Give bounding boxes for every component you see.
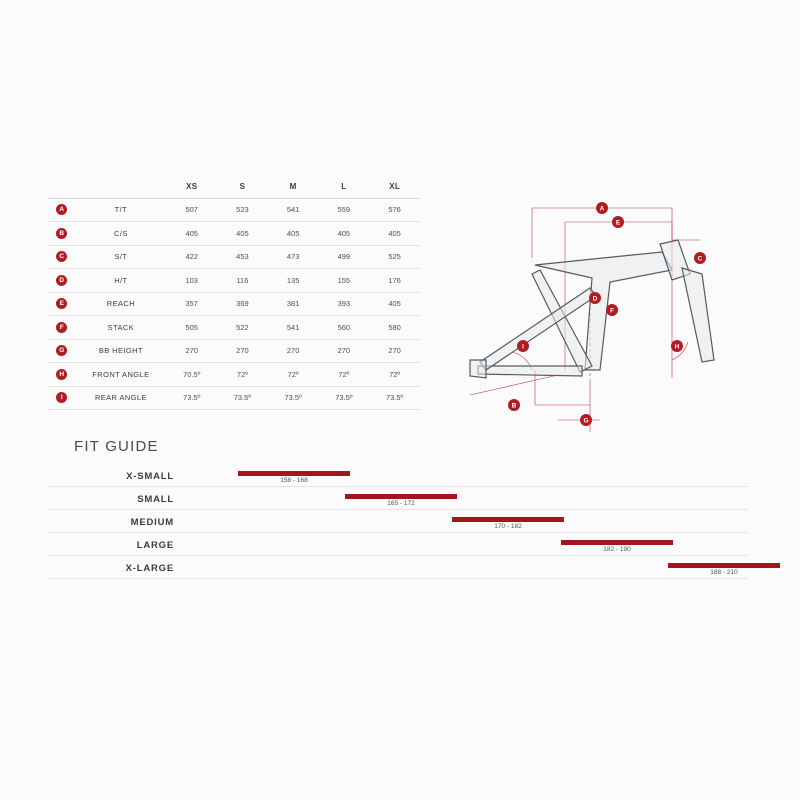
badge-g: G: [56, 345, 67, 356]
fit-bar-small: [345, 494, 457, 499]
table-row: [48, 316, 420, 340]
cell-ht-s: 116: [217, 269, 268, 293]
cell-front-angle-l: 72º: [319, 363, 370, 387]
table-row: [48, 363, 420, 387]
fit-range-x-small: 158 - 168: [280, 477, 308, 484]
cell-cs-m: 405: [268, 222, 319, 246]
cell-bb-xl: 270: [369, 339, 420, 363]
cell-ht-m: 135: [268, 269, 319, 293]
cell-front-angle-xl: 72º: [369, 363, 420, 387]
callout-badges: [508, 202, 706, 426]
rear-dropout: [470, 360, 486, 378]
header-label-blank: [75, 175, 166, 198]
fit-bar-medium: [452, 517, 564, 522]
badge-a: A: [56, 204, 67, 215]
table-row: [48, 386, 420, 410]
callout-b-label: B: [511, 402, 517, 410]
row-badge-cell: [48, 339, 75, 363]
cell-ht-xl: 176: [369, 269, 420, 293]
row-label-front-angle: FRONT ANGLE: [75, 363, 166, 387]
row-badge-cell: [48, 316, 75, 340]
row-badge-cell: [48, 198, 75, 222]
row-badge-cell: [48, 363, 75, 387]
cell-ht-l: 155: [319, 269, 370, 293]
fit-row-x-small: [48, 463, 748, 487]
badge-e: E: [56, 298, 67, 309]
cell-cs-s: 405: [217, 222, 268, 246]
fit-range-x-large: 188 - 210: [710, 569, 738, 576]
frame-outline: [470, 240, 714, 378]
fit-range-medium: 170 - 182: [494, 523, 522, 530]
header-size-l: L: [319, 175, 370, 198]
cell-st-l: 499: [319, 245, 370, 269]
cell-stack-xs: 505: [166, 316, 217, 340]
row-label-reach: REACH: [75, 292, 166, 316]
cell-front-angle-s: 72º: [217, 363, 268, 387]
callout-f-label: F: [610, 307, 614, 315]
cell-stack-l: 560: [319, 316, 370, 340]
fit-bar-x-small: [238, 471, 350, 476]
cell-st-xl: 525: [369, 245, 420, 269]
cell-bb-m: 270: [268, 339, 319, 363]
cell-reach-xs: 357: [166, 292, 217, 316]
fit-range-small: 165 - 172: [387, 500, 415, 507]
fit-label-small: SMALL: [137, 494, 174, 505]
fit-label-medium: MEDIUM: [130, 517, 174, 528]
cell-cs-l: 405: [319, 222, 370, 246]
cell-reach-xl: 405: [369, 292, 420, 316]
fork: [682, 268, 714, 362]
header-size-xl: XL: [369, 175, 420, 198]
row-label-st: S/T: [75, 245, 166, 269]
cell-ht-xs: 103: [166, 269, 217, 293]
frame-geometry-svg: [440, 170, 770, 450]
row-label-rear-angle: REAR ANGLE: [75, 386, 166, 410]
cell-st-xs: 422: [166, 245, 217, 269]
cell-bb-xs: 270: [166, 339, 217, 363]
row-label-bb-height: BB HEIGHT: [75, 339, 166, 363]
header-size-xs: XS: [166, 175, 217, 198]
geometry-table-container: [48, 175, 420, 410]
measurement-lines: [470, 205, 700, 432]
geometry-table: [48, 175, 420, 410]
callout-c-label: C: [697, 255, 703, 263]
row-label-cs: C/S: [75, 222, 166, 246]
geometry-table-head: [48, 175, 420, 198]
row-badge-cell: [48, 222, 75, 246]
cell-front-angle-m: 72º: [268, 363, 319, 387]
fit-label-x-large: X-LARGE: [125, 563, 174, 574]
fit-bar-large: [561, 540, 673, 545]
row-badge-cell: [48, 269, 75, 293]
cell-reach-m: 381: [268, 292, 319, 316]
header-badge-blank: [48, 175, 75, 198]
fit-row-small: [48, 486, 748, 510]
fit-guide-title: FIT GUIDE: [74, 438, 159, 455]
cell-tt-xs: 507: [166, 198, 217, 222]
fit-bar-x-large: [668, 563, 780, 568]
table-row: [48, 245, 420, 269]
fit-row-x-large: [48, 555, 748, 579]
fit-range-large: 182 - 190: [603, 546, 631, 553]
cell-cs-xl: 405: [369, 222, 420, 246]
callout-a-label: A: [599, 205, 605, 213]
geometry-table-header-row: [48, 175, 420, 198]
cell-tt-s: 523: [217, 198, 268, 222]
badge-i: I: [56, 392, 67, 403]
table-row: [48, 222, 420, 246]
cell-front-angle-xs: 70.5º: [166, 363, 217, 387]
row-label-tt: T/T: [75, 198, 166, 222]
cell-stack-m: 541: [268, 316, 319, 340]
callout-d-label: D: [592, 295, 598, 303]
geometry-table-body: [48, 198, 420, 410]
cell-stack-xl: 580: [369, 316, 420, 340]
cell-bb-s: 270: [217, 339, 268, 363]
cell-st-m: 473: [268, 245, 319, 269]
callout-i-label: I: [522, 343, 524, 351]
bike-frame-diagram: [440, 170, 770, 450]
badge-d: D: [56, 275, 67, 286]
fit-guide-section: [48, 430, 748, 590]
badge-c: C: [56, 251, 67, 262]
badge-f: F: [56, 322, 67, 333]
table-row: [48, 339, 420, 363]
cell-rear-angle-s: 73.5º: [217, 386, 268, 410]
cell-reach-s: 369: [217, 292, 268, 316]
row-label-stack: STACK: [75, 316, 166, 340]
badge-h: H: [56, 369, 67, 380]
fit-row-large: [48, 532, 748, 556]
cell-tt-xl: 576: [369, 198, 420, 222]
callout-g-label: G: [583, 417, 589, 425]
fit-label-x-small: X-SMALL: [126, 471, 174, 482]
cell-rear-angle-l: 73.5º: [319, 386, 370, 410]
cell-cs-xs: 405: [166, 222, 217, 246]
row-badge-cell: [48, 245, 75, 269]
cell-rear-angle-xl: 73.5º: [369, 386, 420, 410]
cell-reach-l: 393: [319, 292, 370, 316]
table-row: [48, 198, 420, 222]
fit-label-large: LARGE: [136, 540, 174, 551]
cell-rear-angle-m: 73.5º: [268, 386, 319, 410]
header-size-m: M: [268, 175, 319, 198]
cell-bb-l: 270: [319, 339, 370, 363]
fit-row-medium: [48, 509, 748, 533]
callout-h-label: H: [674, 343, 680, 351]
callout-e-label: E: [615, 219, 621, 227]
cell-tt-l: 559: [319, 198, 370, 222]
header-size-s: S: [217, 175, 268, 198]
table-row: [48, 269, 420, 293]
cell-st-s: 453: [217, 245, 268, 269]
chainstay: [478, 366, 582, 376]
row-label-ht: H/T: [75, 269, 166, 293]
table-row: [48, 292, 420, 316]
row-badge-cell: [48, 386, 75, 410]
cell-stack-s: 522: [217, 316, 268, 340]
cell-tt-m: 541: [268, 198, 319, 222]
badge-b: B: [56, 228, 67, 239]
cell-rear-angle-xs: 73.5º: [166, 386, 217, 410]
row-badge-cell: [48, 292, 75, 316]
